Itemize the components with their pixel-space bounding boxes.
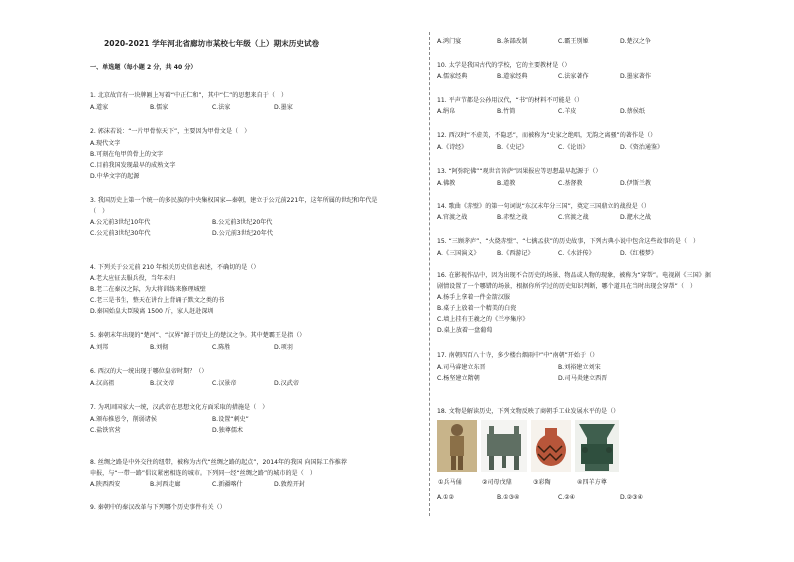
terracotta-warrior-image (437, 420, 477, 472)
q1-option-a[interactable]: A.道家 (90, 104, 109, 111)
q18-stem: 18. 文物是解读历史，下列文物反映了商朝手工业发展水平的是（） (437, 408, 620, 415)
q11-option-c[interactable]: C.羊皮 (558, 108, 577, 115)
q5-stem: 5. 秦朝末年出现的“楚河”、“汉界”源于历史上的楚汉之争。其中楚霸王是指（） (90, 332, 306, 339)
four-ram-zun-image (575, 420, 619, 472)
q14-option-a[interactable]: A.官渡之战 (437, 214, 468, 221)
q11-option-d[interactable]: D.蔡侯纸 (620, 108, 645, 115)
q2-stem: 2. 郭沫若说：“一片甲骨惊天下”，主要因为甲骨文是（ ） (90, 128, 251, 135)
q17-option-b[interactable]: B.刘裕建立刘宋 (558, 364, 601, 371)
q5-option-b[interactable]: B.刘彻 (150, 344, 169, 351)
q5-option-d[interactable]: D.项羽 (274, 344, 293, 351)
q18-option-c[interactable]: C.②④ (558, 494, 576, 501)
q8-option-d[interactable]: D.敦煌开封 (274, 481, 306, 488)
q5-option-c[interactable]: C.陈胜 (212, 344, 231, 351)
q11-option-a[interactable]: A.绢帛 (437, 108, 456, 115)
q13-option-d[interactable]: D.伊斯兰教 (620, 180, 652, 187)
q18-option-d[interactable]: D.②③④ (620, 494, 644, 501)
q8-option-a[interactable]: A.陕西西安 (90, 481, 121, 488)
q16-option-d[interactable]: D.桌上放着一盘葡萄 (437, 327, 493, 334)
q14-option-b[interactable]: B.赤壁之战 (497, 214, 528, 221)
artifact-caption-4: ④四羊方尊 (577, 479, 607, 486)
q15-option-d[interactable]: D.《红楼梦》 (620, 250, 658, 257)
q16-option-a[interactable]: A.扬手上拿着一件金箭汉服 (437, 294, 511, 301)
simuwu-ding-image (481, 420, 527, 472)
q15-stem: 15. “三顾茅庐”、“火烧赤壁”、“七擒孟获”的历史故事，下列古典小说中包含这些故事的是（ ） (437, 238, 700, 245)
q16-stem-line1: 16. 在影视作品中，因为出现不合历史的场景、物品或人物的现象，被称为“穿帮”。电视剧《三国》据 (437, 272, 711, 279)
q10-option-a[interactable]: A.儒家经典 (437, 73, 468, 80)
q16-option-b[interactable]: B.桌子上放着一个精美的白瓷 (437, 305, 517, 312)
q10-option-b[interactable]: B.道家经典 (497, 73, 528, 80)
q15-option-a[interactable]: A.《三国演义》 (437, 250, 480, 257)
q13-option-b[interactable]: B.道教 (497, 180, 516, 187)
q1-option-c[interactable]: C.法家 (212, 104, 231, 111)
q4-stem: 4. 下列关于公元前 210 年相关历史信息表述，不确切的是（） (90, 264, 260, 271)
q3-option-d[interactable]: D.公元前3世纪20年代 (212, 230, 273, 237)
artifact-caption-2: ②司母戊鼎 (482, 479, 512, 486)
q2-option-d[interactable]: D.中华文字的起源 (90, 173, 140, 180)
q4-option-b[interactable]: B.老二在秦汉之际，为大将训练来修理城壁 (90, 286, 206, 293)
painted-pottery-image (531, 420, 571, 472)
q17-option-a[interactable]: A.司马睿建立东晋 (437, 364, 486, 371)
q9-option-a[interactable]: A.鸿门宴 (437, 38, 462, 45)
q6-option-b[interactable]: B.汉文帝 (150, 380, 175, 387)
q1-stem: 1. 北京故宫有一块牌匾上写着“中正仁和”，其中“仁”的思想来自于（ ） (90, 92, 288, 99)
q9-option-d[interactable]: D.楚汉之争 (620, 38, 652, 45)
q7-stem: 7. 为巩固国家大一统，汉武帝在思想文化方面采取的措施是（ ） (90, 404, 269, 411)
q1-option-d[interactable]: D.墨家 (274, 104, 293, 111)
q6-stem: 6. 西汉的大一统出现于哪位皇帝时期？（） (90, 368, 208, 375)
q14-stem: 14. 歌曲《赤壁》的第一句词说“东汉末年分三国”，奠定三国鼎立的战役是（） (437, 203, 650, 210)
q2-option-b[interactable]: B.可刻在龟甲兽骨上的文字 (90, 151, 164, 158)
q7-option-a[interactable]: A.颁布推恩令，削弱诸侯 (90, 416, 157, 423)
q3-option-a[interactable]: A.公元前3世纪10年代 (90, 219, 151, 226)
q7-option-d[interactable]: D.独尊儒术 (212, 427, 244, 434)
q15-option-b[interactable]: B.《西游记》 (497, 250, 534, 257)
q13-stem: 13. “阿弥陀佛”“观世音菩萨”因果报应等思想最早起源于（） (437, 168, 602, 175)
q6-option-c[interactable]: C.汉景帝 (212, 380, 237, 387)
q4-option-d[interactable]: D.秦国始皇大臣陵离 1500 斤，家人赶赴深圳 (90, 308, 214, 315)
q17-option-c[interactable]: C.杨坚建立隋朝 (437, 375, 480, 382)
q16-stem-line2: 剧情设置了一个哪错的场景，根据你所学过的历史知识判断，哪个道具在当时出现会穿帮”（ ） (437, 283, 697, 290)
q9-option-b[interactable]: B.条部改制 (497, 38, 528, 45)
q13-option-c[interactable]: C.基督教 (558, 180, 583, 187)
q1-option-b[interactable]: B.儒家 (150, 104, 169, 111)
q18-option-b[interactable]: B.①③④ (497, 494, 520, 501)
q12-option-a[interactable]: A.《诗经》 (437, 144, 468, 151)
q18-option-a[interactable]: A.①② (437, 494, 454, 501)
q5-option-a[interactable]: A.刘邦 (90, 344, 109, 351)
q8-option-b[interactable]: B.河西走廊 (150, 481, 181, 488)
q2-option-c[interactable]: C.目前我国发现最早的成熟文字 (90, 162, 176, 169)
q4-option-c[interactable]: C.老三是书生，整天在讲台上背诵子默文之类的书 (90, 297, 225, 304)
q10-option-d[interactable]: D.墨家著作 (620, 73, 652, 80)
q16-option-c[interactable]: C.墙上挂有王羲之的《兰亭集序》 (437, 316, 529, 323)
q12-stem: 12. 西汉时“不虚美，不隐恶”，而被称为“史家之绝唱，无韵之离骚”的著作是（） (437, 132, 657, 139)
q15-option-c[interactable]: C.《水浒传》 (558, 250, 595, 257)
q14-option-d[interactable]: D.淝水之战 (620, 214, 652, 221)
q2-option-a[interactable]: A.现代文字 (90, 140, 121, 147)
q9-stem: 9. 秦朝中的秦汉改革与下列哪个历史事件有关（） (90, 504, 226, 511)
q12-option-b[interactable]: B.《史记》 (497, 144, 528, 151)
q14-option-c[interactable]: C.官渡之战 (558, 214, 589, 221)
q9-option-c[interactable]: C.霸王别姬 (558, 38, 589, 45)
q12-option-d[interactable]: D.《资治通鉴》 (620, 144, 664, 151)
q7-option-b[interactable]: B.设置“刺史” (212, 416, 249, 423)
artifact-figures (437, 420, 707, 474)
q4-option-a[interactable]: A.老大应征去服兵役，当年未归 (90, 275, 176, 282)
q8-stem-line1: 8. 丝绸之路是中外交往的纽带，被称为古代“丝绸之路的起点”，2014年的我国 向国际工作推荐 (90, 459, 347, 466)
q8-stem-line2: 申报，与“一带一路”倡议紧密相连的城市。下列同一经“丝绸之路”的城市的是（ ） (90, 470, 316, 477)
q3-option-c[interactable]: C.公元前3世纪30年代 (90, 230, 151, 237)
exam-title: 2020-2021 学年河北省廊坊市某校七年级（上）期末历史试卷 (104, 39, 320, 48)
q11-stem: 11. 平声节都是公孙用汉代，“书”的材料不可能是（） (437, 97, 583, 104)
q3-stem-line2: （ ） (90, 208, 109, 215)
q7-option-c[interactable]: C.盐铁官营 (90, 427, 121, 434)
q10-option-c[interactable]: C.法家著作 (558, 73, 589, 80)
q17-stem: 17. 南朝四百八十寺，多少楼台烟雨中”中“南朝”开始于（） (437, 352, 599, 359)
q3-stem-line1: 3. 我国历史上第一个统一的多民族的中央集权国家—秦朝，建立于公元前221年，这年所属的世纪和年代是 (90, 197, 378, 204)
q6-option-d[interactable]: D.汉武帝 (274, 380, 299, 387)
q12-option-c[interactable]: C.《论语》 (558, 144, 589, 151)
q17-option-d[interactable]: D.司马炎建立西晋 (558, 375, 608, 382)
q10-stem: 10. 太学是我国古代的学校，它的主要教材是（） (437, 62, 571, 69)
q3-option-b[interactable]: B.公元前3世纪20年代 (212, 219, 273, 226)
q8-option-c[interactable]: C.新疆喀什 (212, 481, 243, 488)
artifact-caption-3: ③彩陶 (533, 479, 551, 486)
q6-option-a[interactable]: A.汉高祖 (90, 380, 115, 387)
q13-option-a[interactable]: A.佛教 (437, 180, 456, 187)
section-heading: 一、单选题（每小题 2 分，共 40 分） (90, 64, 197, 71)
q11-option-b[interactable]: B.竹简 (497, 108, 516, 115)
artifact-caption-1: ①兵马俑 (438, 479, 462, 486)
column-divider (429, 32, 430, 516)
